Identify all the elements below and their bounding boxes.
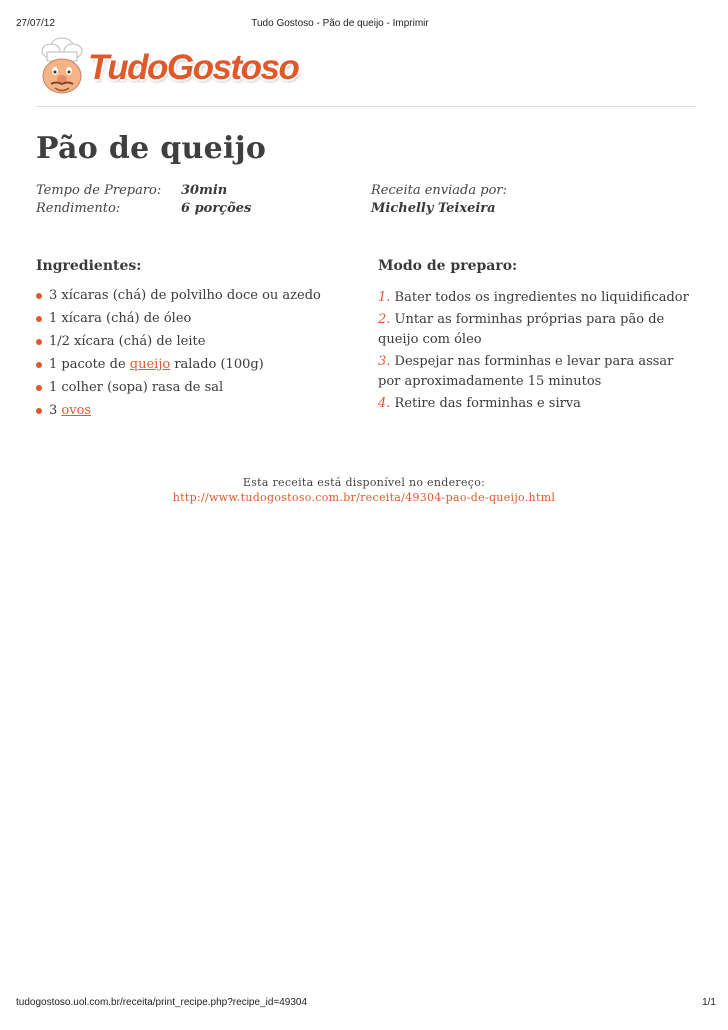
preparation-heading: Modo de preparo: <box>378 258 518 274</box>
step-item: 2. Untar as forminhas próprias para pão de queijo com óleo <box>378 312 665 347</box>
step-number: 1. <box>378 290 391 305</box>
prep-time-value: 30min <box>181 183 228 198</box>
step-number: 2. <box>378 312 391 327</box>
ingredient-link-ovos[interactable]: ovos <box>61 403 92 418</box>
header-divider <box>36 106 696 107</box>
availability-text: Esta receita está disponível no endereço: <box>242 476 486 489</box>
prep-time-label: Tempo de Preparo: <box>36 183 162 198</box>
print-header <box>0 18 728 32</box>
yield-label: Rendimento: <box>36 201 121 216</box>
yield-value: 6 porções <box>181 201 252 216</box>
recipe-title: Pão de queijo <box>36 131 267 166</box>
page-number: 1/1 <box>702 997 716 1008</box>
step-item: 3. Despejar nas forminhas e levar para assar por aproximadamente 15 minutos <box>378 354 674 389</box>
author-name: Michelly Teixeira <box>371 201 496 216</box>
ingredients-heading: Ingredientes: <box>36 258 142 274</box>
ingredient-item: 1/2 xícara (chá) de leite <box>36 334 336 357</box>
print-footer <box>0 997 728 1011</box>
ingredients-list <box>36 288 336 426</box>
step-number: 4. <box>378 396 391 411</box>
sent-by-label: Receita enviada por: <box>371 183 507 198</box>
ingredient-item: 1 xícara (chá) de óleo <box>36 311 336 334</box>
recipe-url-link[interactable]: http://www.tudogostoso.com.br/receita/49304-pao-de-queijo.html <box>172 491 556 504</box>
print-date: 27/07/12 <box>16 18 55 29</box>
ingredient-link-queijo[interactable]: queijo <box>129 357 171 372</box>
preparation-steps <box>378 288 698 416</box>
ingredient-item: 3 xícaras (chá) de polvilho doce ou azedo <box>36 288 336 311</box>
site-logo[interactable] <box>32 34 362 98</box>
ingredient-item: 1 colher (sopa) rasa de sal <box>36 380 336 403</box>
print-page-title: Tudo Gostoso - Pão de queijo - Imprimir <box>251 18 429 29</box>
step-item: 1. Bater todos os ingredientes no liquidificador <box>378 290 689 305</box>
ingredient-item: 1 pacote de queijo ralado (100g) <box>36 357 336 380</box>
ingredient-item: 3 ovos <box>36 403 336 426</box>
step-item: 4. Retire das forminhas e sirva <box>378 396 581 411</box>
logo-wordmark: TudoGostoso <box>88 48 299 87</box>
chef-mascot-icon <box>32 34 94 98</box>
print-footer-url: tudogostoso.uol.com.br/receita/print_recipe.php?recipe_id=49304 <box>16 997 308 1008</box>
step-number: 3. <box>378 354 391 369</box>
